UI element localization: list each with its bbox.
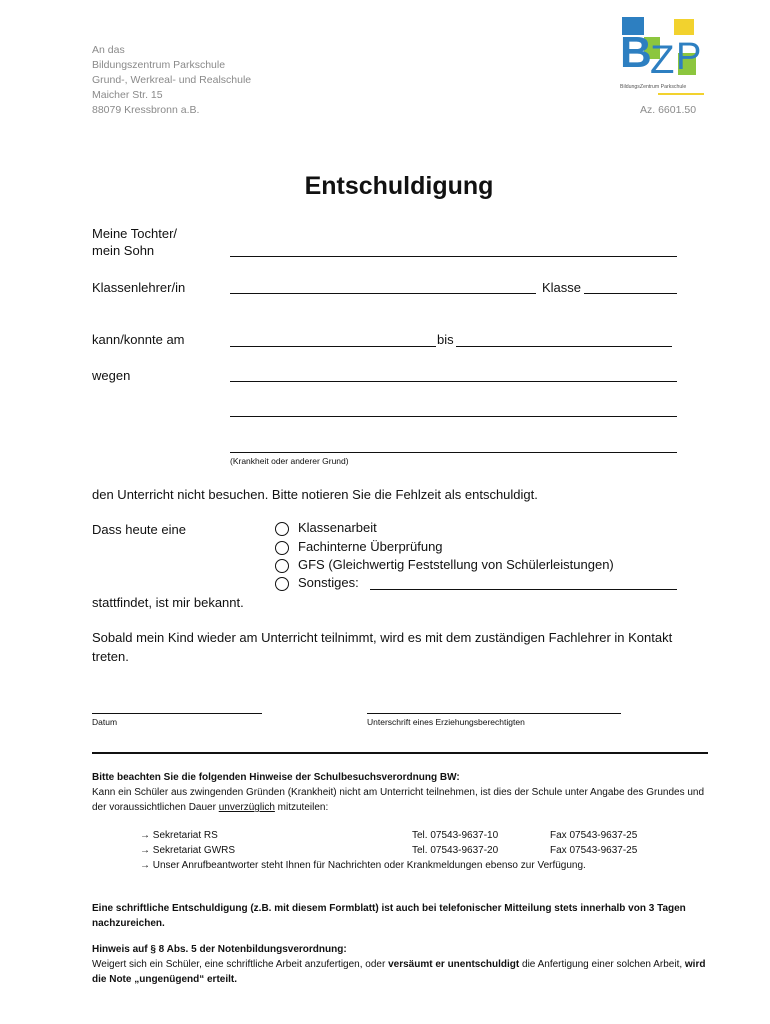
svg-text:P: P [676, 36, 702, 78]
date-label: kann/konnte am [92, 332, 185, 347]
address-line: Maicher Str. 15 [92, 89, 163, 101]
contact-fax: Fax 07543-9637-25 [550, 845, 638, 856]
option-radio[interactable] [275, 577, 289, 591]
option-label: Fachinterne Überprüfung [298, 539, 443, 554]
class-label: Klasse [542, 280, 582, 295]
child-name-field[interactable] [230, 256, 677, 257]
address-line: 88079 Kressbronn a.B. [92, 104, 200, 116]
grade-heading: Hinweis auf § 8 Abs. 5 der Notenbildungsverordnung: [92, 944, 347, 955]
known-statement: stattfindet, ist mir bekannt. [92, 595, 244, 610]
option-radio[interactable] [275, 559, 289, 573]
contact-phone: Tel. 07543-9637-20 [412, 845, 499, 856]
absence-statement: den Unterricht nicht besuchen. Bitte notieren Sie die Fehlzeit als entschuldigt. [92, 487, 538, 502]
option-label: GFS (Gleichwertig Feststellung von Schülerleistungen) [298, 557, 614, 572]
svg-text:B: B [620, 28, 652, 77]
underlined-word: unverzüglich [218, 802, 275, 813]
notes-body: Kann ein Schüler aus zwingenden Gründen (Krankheit) nicht am Unterricht teilnehmen, ist dies der Schule unter Angabe des Grundes und der voraussichtlichen Dauer unverzüglich mitzuteilen: [92, 787, 705, 813]
child-label: Meine Tochter/ [92, 226, 178, 241]
teacher-field[interactable] [230, 293, 536, 294]
option-label: Klassenarbeit [298, 520, 377, 535]
option-label: Sonstiges: [298, 575, 359, 590]
date-until-field[interactable] [456, 346, 672, 347]
contact-phone: Tel. 07543-9637-10 [412, 830, 499, 841]
reason-label: wegen [92, 368, 131, 383]
reason-field-2[interactable] [230, 416, 677, 417]
contact-name: → Sekretariat GWRS [140, 845, 236, 856]
logo-caption: BildungsZentrum Parkschule [620, 84, 687, 90]
date-signature-field[interactable] [92, 713, 262, 714]
written-excuse-note: Eine schriftliche Entschuldigung (z.B. mit diesem Formblatt) ist auch bei telefonischer Mitteilung stets innerhalb von 3 Tagen nachzureichen. [92, 903, 686, 929]
contact-name: → Sekretariat RS [140, 830, 218, 841]
divider [92, 752, 708, 754]
class-field[interactable] [584, 293, 677, 294]
page-title: Entschuldigung [304, 172, 494, 200]
child-label-2: mein Sohn [92, 243, 155, 258]
today-label: Dass heute eine [92, 522, 186, 537]
parent-signature-label: Unterschrift eines Erziehungsberechtigten [367, 717, 525, 727]
reason-hint: (Krankheit oder anderer Grund) [230, 456, 349, 466]
address-line: Grund-, Werkreal- und Realschule [92, 74, 252, 86]
notes-heading: Bitte beachten Sie die folgenden Hinweise der Schulbesuchsverordnung BW: [92, 772, 460, 783]
svg-text:Z: Z [650, 38, 675, 82]
option-radio[interactable] [275, 522, 289, 536]
date-from-field[interactable] [230, 346, 436, 347]
reference-number: Az. 6601.50 [640, 104, 697, 116]
reason-field-3[interactable] [230, 452, 677, 453]
other-field[interactable] [370, 589, 677, 590]
teacher-label: Klassenlehrer/in [92, 280, 186, 295]
contact-statement: Sobald mein Kind wieder am Unterricht teilnimmt, wird es mit dem zuständigen Fachlehrer in Kontakt treten. [92, 630, 673, 664]
grade-note: Weigert sich ein Schüler, eine schriftliche Arbeit anzufertigen, oder versäumt er unentschuldigt die Anfertigung einer solchen Arbeit, wird die Note „ungenügend“ erteilt. [92, 959, 706, 985]
reason-field-1[interactable] [230, 381, 677, 382]
answering-machine-note: → Unser Anrufbeantworter steht Ihnen für Nachrichten oder Krankmeldungen ebenso zur Verfügung. [140, 860, 586, 871]
option-radio[interactable] [275, 541, 289, 555]
contact-fax: Fax 07543-9637-25 [550, 830, 638, 841]
date-signature-label: Datum [92, 717, 118, 727]
recipient-address [92, 43, 251, 118]
school-logo [618, 17, 710, 97]
address-line: An das [92, 44, 125, 56]
until-label: bis [437, 332, 454, 347]
parent-signature-field[interactable] [367, 713, 621, 714]
address-line: Bildungszentrum Parkschule [92, 59, 226, 71]
bzp-logo-icon [618, 17, 710, 97]
